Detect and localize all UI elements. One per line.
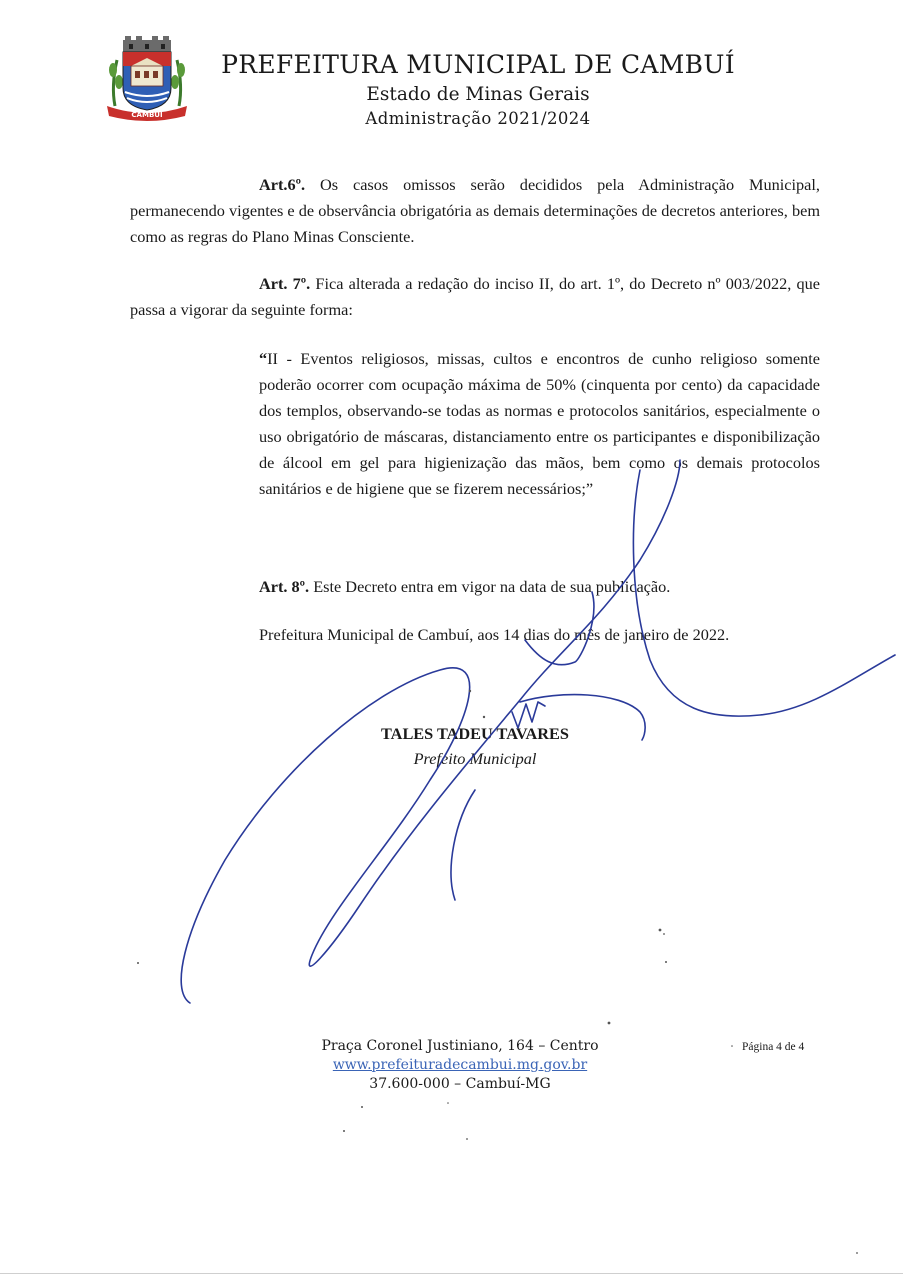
signatory-role: Prefeito Municipal — [413, 749, 537, 768]
article-7-label: Art. 7º. — [259, 274, 311, 293]
signatory-name: TALES TADEU TAVARES — [381, 724, 569, 743]
header-subtitle: Estado de Minas Gerais — [366, 84, 590, 105]
page-number: Página 4 de 4 — [742, 1041, 805, 1053]
footer-website-link[interactable]: www.prefeituradecambui.mg.gov.br — [332, 1057, 588, 1073]
article-6-text: Os casos omissos serão decididos pela Administração Municipal, permanecendo vigentes e de observância obrigatória as demais determinações de decretos anteriores, bem como as regras do Plano Minas Consciente. — [130, 175, 820, 246]
header-administration: Administração 2021/2024 — [365, 109, 591, 128]
article-8-label: Art. 8º. — [259, 577, 310, 596]
quote-open-mark: “ — [259, 349, 268, 368]
scan-bottom-edge — [0, 1273, 903, 1274]
header-title: PREFEITURA MUNICIPAL DE CAMBUÍ — [221, 50, 735, 79]
article-6-label: Art.6º. — [259, 175, 306, 194]
article-8-text: Este Decreto entra em vigor na data de sua publicação. — [309, 577, 671, 596]
footer-cep-city: 37.600-000 – Cambuí-MG — [369, 1076, 551, 1092]
footer-address: Praça Coronel Justiniano, 164 – Centro — [321, 1038, 599, 1054]
article-7-text: Fica alterada a redação do inciso II, do art. 1º, do Decreto nº 003/2022, que passa a vigorar da seguinte forma: — [130, 274, 820, 319]
crest-ribbon-text: CAMBUÍ — [131, 111, 163, 119]
quoted-inciso-text: II - Eventos religiosos, missas, cultos e encontros de cunho religioso somente poderão ocorrer com ocupação máxima de 50% (cinquenta por cento) da capacidade dos templos, observando-se todas as normas e protocolos sanitários, especialmente o uso obrigatório de máscaras, distanciamento entre os participantes e disponibilização de álcool em gel para higienização das mãos, bem como os demais protocolos sanitários e de higiene que se fizerem necessários;” — [259, 349, 820, 498]
closing-date-line: Prefeitura Municipal de Cambuí, aos 14 dias do mês de janeiro de 2022. — [259, 625, 730, 644]
